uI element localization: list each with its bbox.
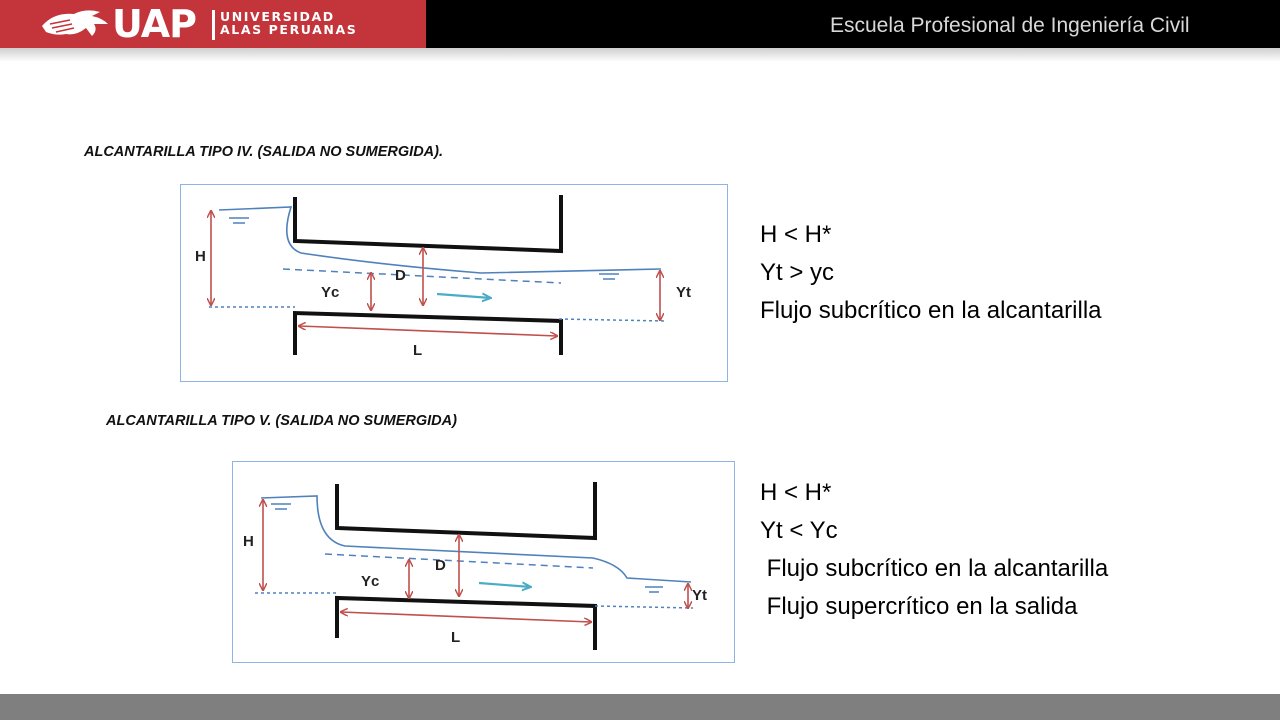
culvert-roof (295, 195, 561, 251)
water-surface (219, 207, 661, 273)
condition-iv-3: Flujo subcrítico en la alcantarilla (760, 297, 1102, 324)
logo-name-line1: UNIVERSIDAD (220, 9, 335, 24)
diagram-v-frame (232, 461, 735, 663)
header-bar (0, 0, 1280, 48)
label-d: D (395, 267, 406, 284)
water-surface (261, 496, 691, 582)
condition-v-2: Yt < Yc (760, 517, 838, 544)
l-dimension-arrow (341, 612, 591, 622)
diagram-iv-frame (180, 184, 728, 382)
diagram-v-drawing (233, 462, 736, 664)
water-level-symbol (271, 504, 663, 592)
condition-iv-1: H < H* (760, 221, 832, 248)
label-yt: Yt (676, 284, 691, 301)
flow-direction-arrow (479, 583, 531, 587)
condition-v-3: Flujo subcrítico en la alcantarilla (760, 555, 1109, 582)
logo-abbreviation: UAP (112, 2, 196, 46)
diagram-iv-title: ALCANTARILLA TIPO IV. (SALIDA NO SUMERGIDA). (84, 144, 444, 160)
label-yc: Yc (361, 573, 380, 590)
label-yc: Yc (321, 284, 340, 301)
label-l: L (413, 342, 423, 359)
label-h: H (195, 248, 206, 265)
condition-iv-2: Yt > yc (760, 259, 835, 286)
l-dimension-arrow (299, 326, 557, 336)
header-shadow (0, 48, 1280, 62)
condition-v-1: H < H* (760, 479, 832, 506)
university-logo[interactable] (0, 0, 426, 48)
logo-name-line2: ALAS PERUANAS (220, 22, 358, 37)
critical-depth-line (283, 269, 561, 283)
label-h: H (243, 533, 254, 550)
logo-university-name (220, 10, 357, 36)
eagle-logo-icon (40, 6, 110, 42)
culvert-floor (337, 598, 595, 650)
logo-divider (212, 10, 215, 40)
label-yt: Yt (692, 587, 707, 604)
diagram-v-conditions (760, 474, 1108, 626)
tailwater-base-line (559, 319, 665, 321)
label-l: L (451, 629, 461, 646)
footer-bar (0, 694, 1280, 720)
culvert-roof (337, 482, 595, 538)
flow-direction-arrow (437, 294, 491, 298)
school-name: Escuela Profesional de Ingeniería Civil (830, 14, 1190, 37)
diagram-iv-drawing (181, 185, 729, 383)
diagram-iv-conditions (760, 216, 1102, 330)
label-d: D (435, 557, 446, 574)
condition-v-4: Flujo supercrítico en la salida (760, 593, 1078, 620)
tailwater-base-line (595, 606, 693, 608)
diagram-v-title: ALCANTARILLA TIPO V. (SALIDA NO SUMERGIDA) (106, 413, 457, 429)
